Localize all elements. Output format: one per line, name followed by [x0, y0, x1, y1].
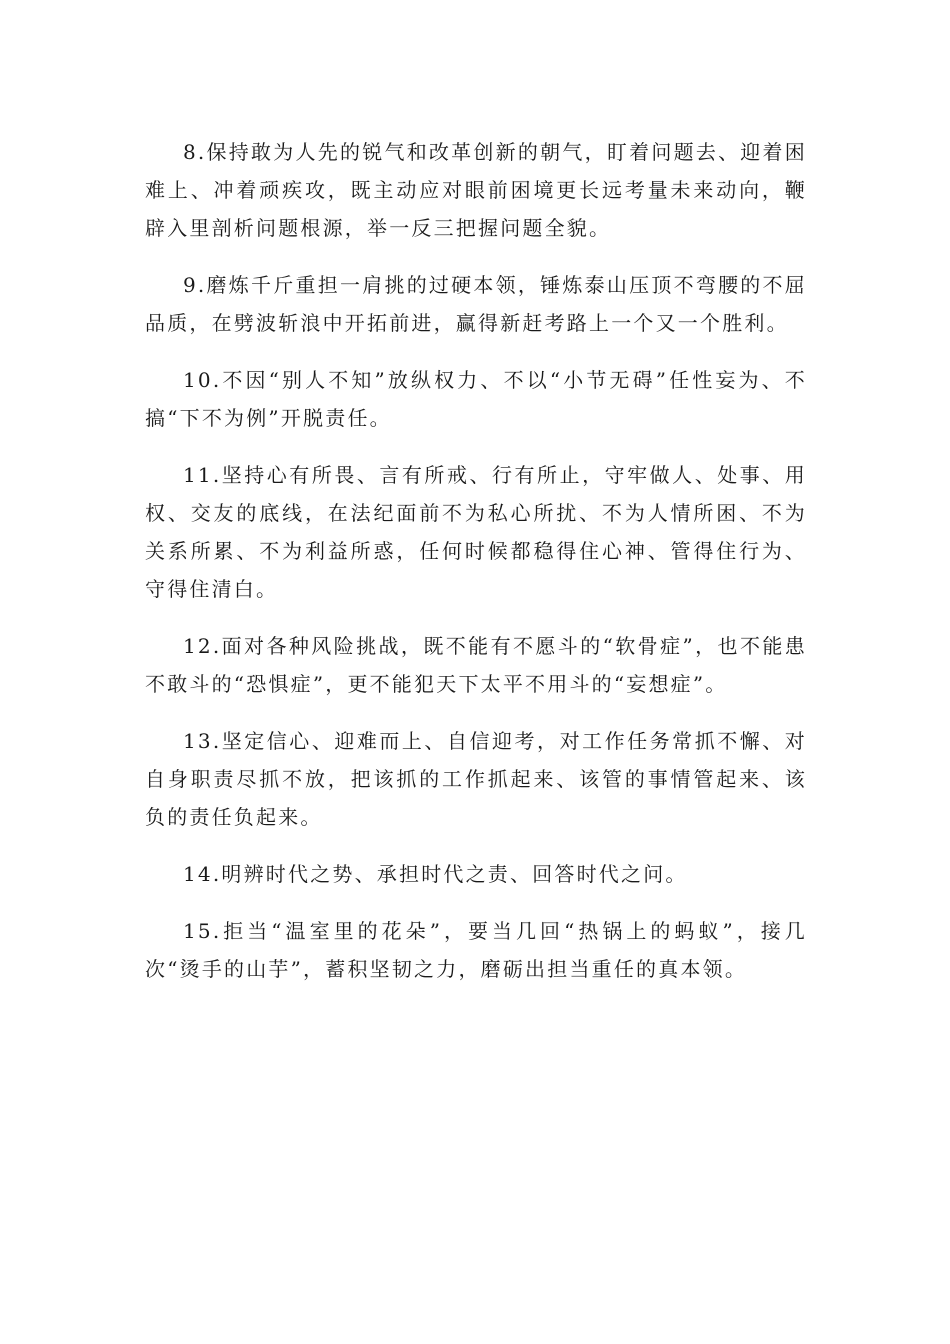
paragraph-8: 8.保持敢为人先的锐气和改革创新的朝气，盯着问题去、迎着困难上、冲着顽疾攻，既主动应对眼前困境更长远考量未来动向，鞭辟入里剖析问题根源，举一反三把握问题全貌。	[145, 140, 807, 240]
paragraph-11: 11.坚持心有所畏、言有所戒、行有所止，守牢做人、处事、用权、交友的底线，在法纪面前不为私心所扰、不为人情所困、不为关系所累、不为利益所惑，任何时候都稳得住心神、管得住行为、守得住清白。	[145, 463, 807, 601]
paragraph-12: 12.面对各种风险挑战，既不能有不愿斗的“软骨症”，也不能患不敢斗的“恐惧症”，更不能犯天下太平不用斗的“妄想症”。	[145, 634, 807, 696]
paragraph-9: 9.磨炼千斤重担一肩挑的过硬本领，锤炼泰山压顶不弯腰的不屈品质，在劈波斩浪中开拓前进，赢得新赶考路上一个又一个胜利。	[145, 273, 807, 335]
paragraph-14: 14.明辨时代之势、承担时代之责、回答时代之问。	[183, 862, 688, 886]
paragraph-10: 10.不因“别人不知”放纵权力、不以“小节无碍”任性妄为、不搞“下不为例”开脱责任。	[145, 368, 807, 430]
paragraph-15: 15.拒当“温室里的花朵”，要当几回“热锅上的蚂蚁”，接几次“烫手的山芋”，蓄积坚韧之力，磨砺出担当重任的真本领。	[145, 919, 807, 981]
document-body	[145, 133, 807, 1007]
paragraph-13: 13.坚定信心、迎难而上、自信迎考，对工作任务常抓不懈、对自身职责尽抓不放，把该抓的工作抓起来、该管的事情管起来、该负的责任负起来。	[145, 729, 807, 829]
